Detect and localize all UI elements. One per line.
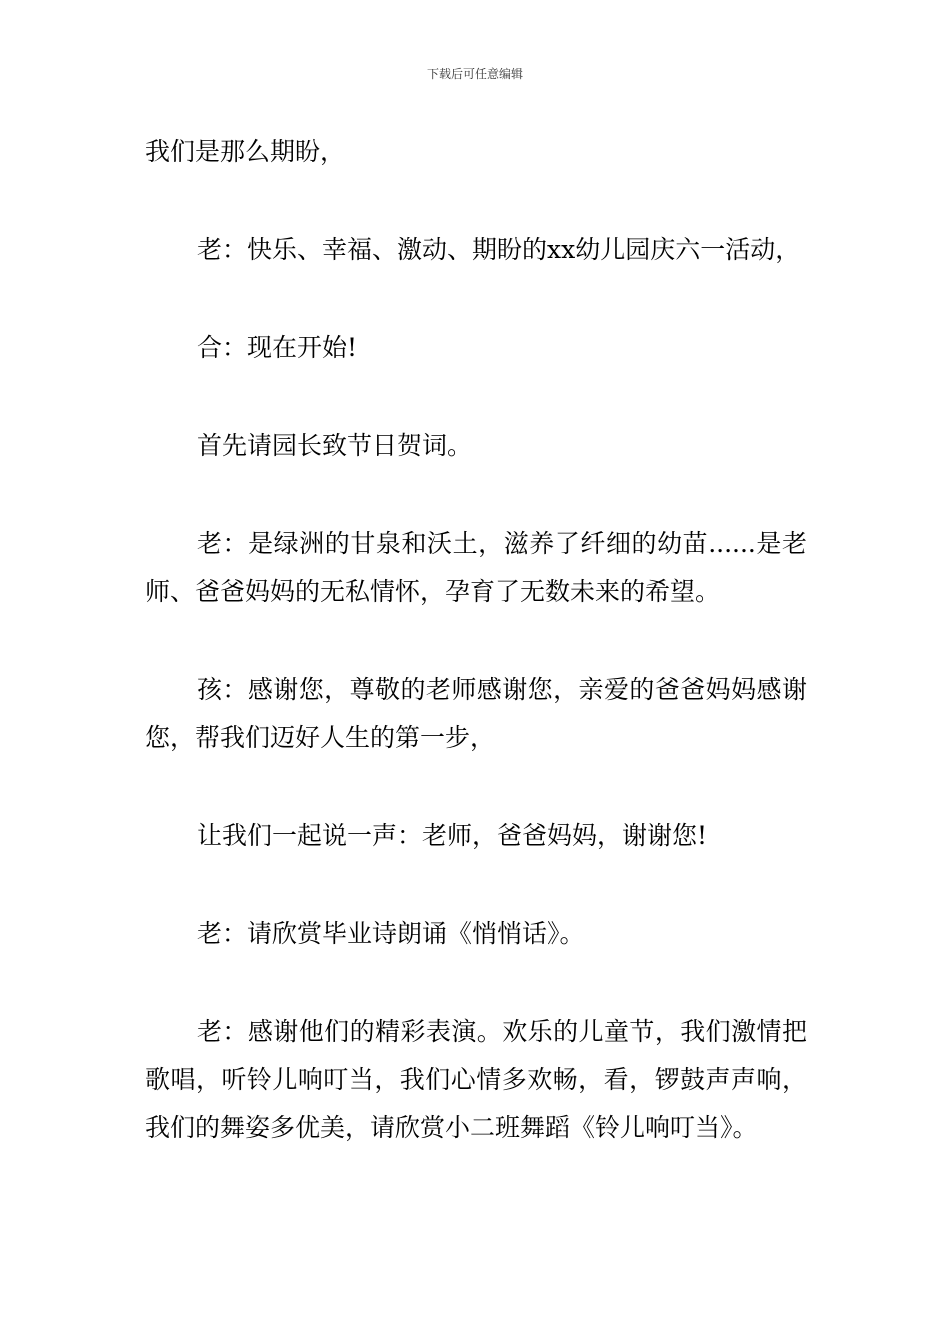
paragraph-3: 合：现在开始! xyxy=(197,333,358,362)
page-header: 下载后可任意编辑 xyxy=(426,67,523,81)
paragraph-6: 孩：感谢您，尊敬的老师感谢您，亲爱的爸爸妈妈感谢您，帮我们迈好人生的第一步， xyxy=(145,675,807,752)
paragraph-2: 老：快乐、幸福、激动、期盼的xx幼儿园庆六一活动， xyxy=(197,235,801,264)
paragraph-1: 我们是那么期盼， xyxy=(145,137,346,166)
paragraph-8: 老：请欣赏毕业诗朗诵《悄悄话》。 xyxy=(197,919,585,948)
paragraph-5: 老：是绿洲的甘泉和沃土，滋养了纤细的幼苗......是老师、爸爸妈妈的无私情怀，孕育了无数未来的希望。 xyxy=(145,529,807,606)
paragraph-9: 老：感谢他们的精彩表演。欢乐的儿童节，我们激情把歌唱，听铃儿响叮当，我们心情多欢畅，看，锣鼓声声响，我们的舞姿多优美，请欣赏小二班舞蹈《铃儿响叮当》。 xyxy=(145,1017,807,1142)
document-body xyxy=(145,128,807,1202)
paragraph-4: 首先请园长致节日贺词。 xyxy=(197,431,473,460)
paragraph-7: 让我们一起说一声：老师，爸爸妈妈，谢谢您! xyxy=(197,821,708,850)
